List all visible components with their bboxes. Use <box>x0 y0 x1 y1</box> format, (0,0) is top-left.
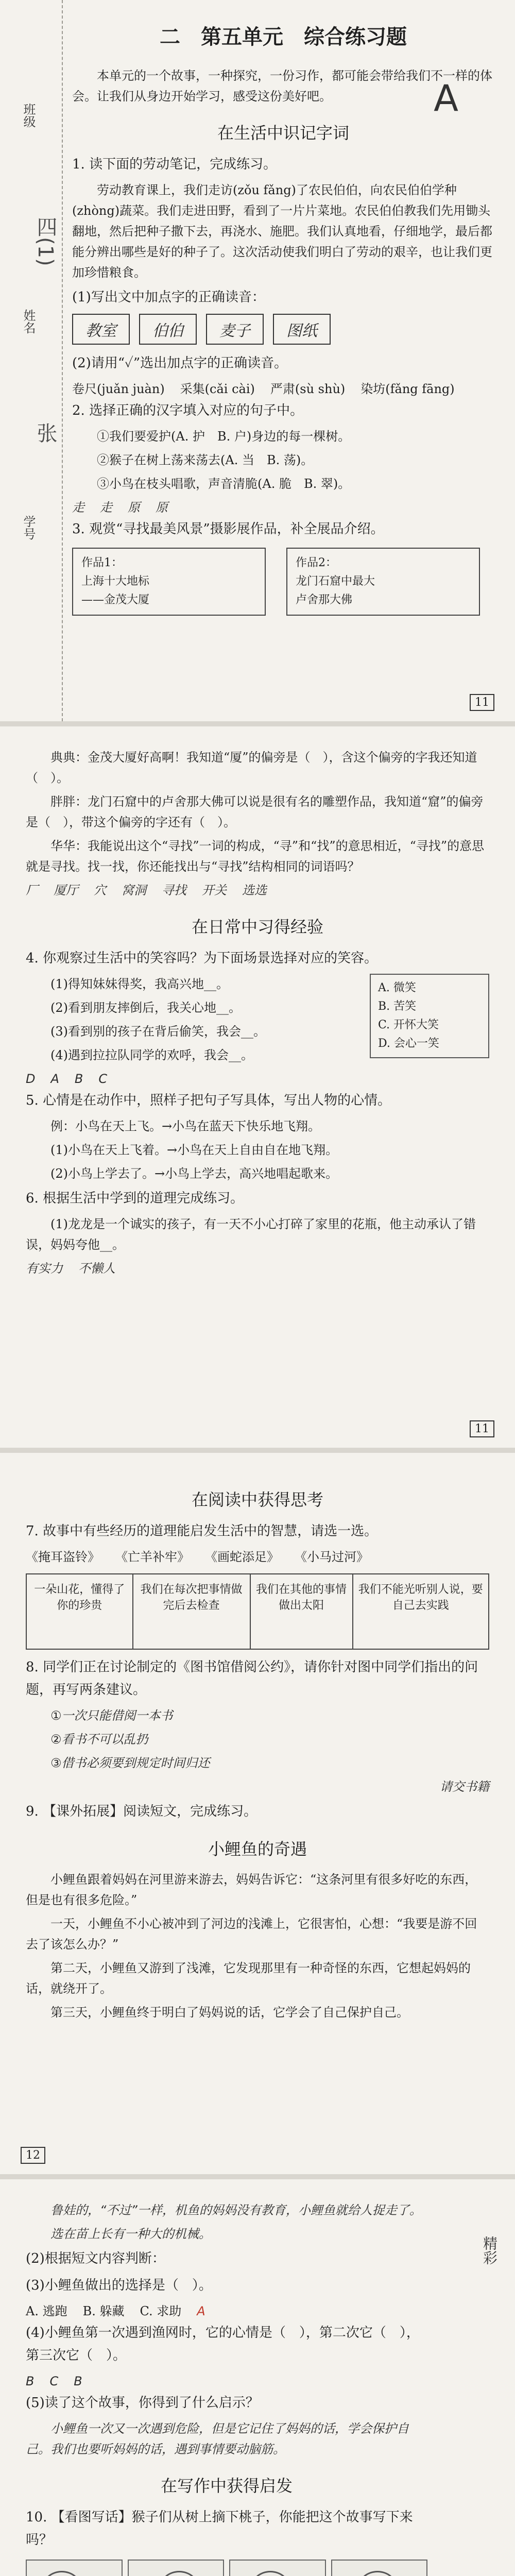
suggestion-line: ③借书必须要到规定时间归还 <box>50 1756 210 1770</box>
section-heading-2: 在日常中习得经验 <box>191 917 323 937</box>
table-cell: 一朵山花，懂得了你的珍贵 <box>26 1574 133 1649</box>
dialog-line: 胖胖：龙门石窟中的卢舍那大佛可以说是很有名的雕塑作品，我知道“窟”的偏旁是（ ），带这个偏旁的字还有（ ）。 <box>26 794 484 829</box>
suggestion-line: ②看书不可以乱扔 <box>50 1732 148 1747</box>
exhibit-label: 作品1： <box>81 556 123 569</box>
worksheet-page-1 <box>0 0 515 721</box>
section-heading-1: 在生活中识记字词 <box>217 123 349 143</box>
option: A. 逃跑 <box>26 2304 67 2318</box>
question-10: 10. 【看图写话】猴子们从树上摘下桃子，你能把这个故事写下来吗？ <box>26 2510 413 2548</box>
worksheet-page-4 <box>0 2179 515 2576</box>
wisdom-table <box>26 1573 489 1650</box>
question-5: 5. 心情是在动作中，照样子把句子写具体，写出人物的心情。 <box>26 1093 391 1108</box>
question-9c: (3)小鲤鱼做出的选择是（ ）。 <box>26 2278 212 2293</box>
handwritten-answer: C <box>49 2374 59 2388</box>
book-title: 《画蛇添足》 <box>205 1550 279 1564</box>
book-title: 《小马过河》 <box>295 1550 369 1564</box>
smile-options <box>370 974 489 1058</box>
answer-box: 伯伯 <box>139 314 197 345</box>
table-cell: 我们在每次把事情做完后去检查 <box>133 1574 250 1649</box>
exhibit-line: 卢舍那大佛 <box>296 594 353 606</box>
option: B. 躲藏 <box>82 2304 125 2318</box>
exhibit-card-2 <box>286 548 480 616</box>
question-1: 1. 读下面的劳动笔记，完成练习。 <box>72 157 277 172</box>
page-number: 12 <box>21 2147 45 2164</box>
option: B. 苦笑 <box>378 1000 417 1013</box>
question-9b: (2)根据短文内容判断： <box>26 2251 165 2266</box>
rewrite-item: (2)小鸟上学去了。→小鸟上学去，高兴地唱起歌来。 <box>50 1166 338 1181</box>
handwritten-answer: 窝洞 <box>122 883 146 897</box>
comic-panel <box>128 2560 225 2576</box>
question-1b: (2)请用“✓”选出加点字的正确读音。 <box>72 355 288 371</box>
question-9: 9. 【课外拓展】阅读短文，完成练习。 <box>26 1804 258 1819</box>
section-heading-4: 在写作中获得启发 <box>160 2476 293 2496</box>
question-9e: (5)读了这个故事，你得到了什么启示？ <box>26 2395 259 2411</box>
handwritten-answer: 走 <box>72 500 84 515</box>
question-1a: (1)写出文中加点字的正确读音： <box>72 290 265 305</box>
section-heading-3: 在阅读中获得思考 <box>191 1490 323 1510</box>
grade-mark: A <box>434 77 458 120</box>
question-2: 2. 选择正确的汉字填入对应的句子中。 <box>72 403 304 418</box>
handwritten-answer: A <box>50 1072 59 1086</box>
question-6: 6. 根据生活中学到的道理完成练习。 <box>26 1191 244 1206</box>
handwritten-answer: 寻找 <box>162 883 186 897</box>
book-title: 《掩耳盗铃》 <box>26 1550 100 1564</box>
worksheet-title: 二 第五单元 综合练习题 <box>160 25 407 49</box>
answer-box: 麦子 <box>206 314 264 345</box>
pinyin-item: 严肃(sù shù) <box>270 382 346 396</box>
choice-handwriting <box>72 497 494 518</box>
handwritten-answer: D <box>26 1072 36 1086</box>
page-number: 11 <box>470 694 494 711</box>
exhibit-label: 作品2： <box>296 556 337 569</box>
pinyin-item: 采集(cǎi cài) <box>180 382 255 396</box>
top-handwriting: 鲁娃的，“不过”一样，机鱼的妈妈没有教育，小鲤鱼就给人捉走了。 <box>50 2203 422 2217</box>
story-paragraph: 第二天，小鲤鱼又游到了浅滩，它发现那里有一种奇怪的东西，它想起妈妈的话，就绕开了。 <box>26 1961 471 1996</box>
handwritten-answer: 开关 <box>202 883 227 897</box>
story-paragraph: 一天，小鲤鱼不小心被冲到了河边的浅滩上，它很害怕，心想：“我要是游不回去了该怎么办？” <box>26 1917 477 1952</box>
option: D. 会心一笑 <box>378 1037 439 1050</box>
teacher-side-note: 精彩 <box>481 2236 498 2265</box>
pinyin-items <box>72 379 494 399</box>
binding-handwriting-name: 张 <box>33 422 57 443</box>
handwritten-answer: A <box>197 2304 205 2318</box>
handwritten-answer: 穴 <box>94 883 106 897</box>
choice-item: ①我们要爱护(A. 护 B. 户)身边的每一棵树。 <box>97 429 351 444</box>
answer-box: 教室 <box>72 314 130 345</box>
exhibit-card-1 <box>72 548 266 616</box>
pinyin-item: 染坊(fǎng fāng) <box>360 382 455 396</box>
pinyin-item: 卷尺(juǎn juàn) <box>72 382 165 396</box>
lesson-item: (1)龙龙是一个诚实的孩子，有一天不小心打碎了家里的花瓶，他主动承认了错误，妈妈夸他__。 <box>26 1217 476 1252</box>
lesson-handwriting <box>26 1258 489 1279</box>
handwritten-answer: 原 <box>128 500 140 515</box>
answer-boxes-1a <box>72 314 494 345</box>
suggestion-line: ①一次只能借阅一本书 <box>50 1708 173 1723</box>
question-4: 4. 你观察过生活中的笑容吗？为下面场景选择对应的笑容。 <box>26 951 378 966</box>
comic-panel <box>229 2560 326 2576</box>
book-titles <box>26 1547 489 1567</box>
binding-handwriting-class: 四(1) <box>33 216 57 266</box>
worksheet-page-3 <box>0 1453 515 2174</box>
option: C. 开怀大笑 <box>378 1019 439 1031</box>
exhibit-line: 龙门石窟中最大 <box>296 575 375 588</box>
exhibit-line: ——金茂大厦 <box>81 594 150 606</box>
side-handwriting: 选在苗上长有一种大的机械。 <box>50 2227 211 2241</box>
options-9c <box>26 2301 427 2321</box>
dialog-line: 华华：我能说出这个“寻找”一词的构成，“寻”和“找”的意思相近，“寻找”的意思就是寻找。找一找，你还能找出与“寻找”结构相同的词语吗？ <box>26 839 485 874</box>
page-number: 11 <box>470 1420 494 1437</box>
handwritten-answer: 不懒人 <box>78 1261 115 1276</box>
worksheet-page-2 <box>0 726 515 1448</box>
handwritten-answer: B <box>74 2374 82 2388</box>
choice-item: ③小鸟在枝头唱歌，声音清脆(A. 脆 B. 翠)。 <box>97 477 351 491</box>
option: C. 求助 <box>140 2304 182 2318</box>
option: A. 微笑 <box>378 981 416 994</box>
question-9d: (4)小鲤鱼第一次遇到渔网时，它的心情是（ ），第二次它（ ），第三次它（ ）。 <box>26 2325 420 2363</box>
handwritten-answer: B <box>26 2374 35 2388</box>
handwritten-answer: 选选 <box>242 883 267 897</box>
dialog-line: 典典：金茂大厦好高啊！我知道“厦”的偏旁是（ ），含这个偏旁的字我还知道（ ）。 <box>26 750 477 785</box>
handwritten-answer: 厦厅 <box>54 883 78 897</box>
handwritten-answer: 有实力 <box>26 1261 63 1276</box>
comic-panel <box>26 2560 123 2576</box>
dialog-handwriting <box>26 880 489 901</box>
example-sentence: 例：小鸟在天上飞。→小鸟在蓝天下快乐地飞翔。 <box>50 1119 321 1133</box>
smile-item: (4)遇到拉拉队同学的欢呼，我会__。 <box>50 1048 253 1062</box>
intro-text: 本单元的一个故事，一种探究，一份习作，都可能会带给我们不一样的体会。让我们从身边开始学习，感受这份美好吧。 <box>72 69 492 104</box>
exhibit-line: 上海十大地标 <box>81 575 150 588</box>
comic-panel <box>331 2560 428 2576</box>
handwritten-answer: 厂 <box>26 883 38 897</box>
binding-label-name: 姓名 <box>21 309 36 334</box>
rewrite-item: (1)小鸟在天上飞着。→小鸟在天上自由自在地飞翔。 <box>50 1143 338 1157</box>
smile-item: (1)得知妹妹得奖，我高兴地__。 <box>50 977 229 991</box>
binding-label-class: 班级 <box>21 103 36 128</box>
choice-item: ②猴子在树上荡来荡去(A. 当 B. 荡)。 <box>97 453 314 467</box>
handwritten-answer: 原 <box>156 500 168 515</box>
story-paragraph: 第三天，小鲤鱼终于明白了妈妈说的话，它学会了自己保护自己。 <box>50 2005 409 2020</box>
question-3: 3. 观赏“寻找最美风景”摄影展作品，补全展品介绍。 <box>72 521 384 537</box>
table-cell: 我们不能光听别人说，要自己去实践 <box>353 1574 489 1649</box>
story-paragraph: 小鲤鱼跟着妈妈在河里游来游去，妈妈告诉它：“这条河里有很多好吃的东西，但是也有很多危险。” <box>26 1872 477 1907</box>
binding-label-number: 学号 <box>21 515 36 540</box>
handwritten-answer: C <box>98 1072 108 1086</box>
handwritten-answer: B <box>74 1072 83 1086</box>
table-cell: 我们在其他的事情做出太阳 <box>250 1574 353 1649</box>
question-8: 8. 同学们正在讨论制定的《图书馆借阅公约》，请你针对图中同学们指出的问题，再写两条建议。 <box>26 1659 478 1698</box>
handwritten-answer: 走 <box>100 500 112 515</box>
question-7: 7. 故事中有些经历的道理能启发生活中的智慧，请选一选。 <box>26 1523 378 1539</box>
reflection-handwriting: 小鲤鱼一次又一次遇到危险，但是它记住了妈妈的话，学会保护自己。我们也要听妈妈的话，遇到事情要动脑筋。 <box>26 2421 409 2456</box>
book-title: 《亡羊补牢》 <box>115 1550 190 1564</box>
answer-box: 图纸 <box>273 314 331 345</box>
picture-strip <box>26 2560 427 2576</box>
exhibit-panels <box>72 548 494 616</box>
binding-strip <box>0 0 63 721</box>
answers-9d <box>26 2371 427 2392</box>
labor-passage: 劳动教育课上，我们走访(zǒu fǎng)了农民伯伯，向农民伯伯学种(zhòng)蔬菜。我们走进田野，看到了一片片菜地。农民伯伯教我们先用锄头翻地，然后把种子撒下去，再浇水、施肥。我们认真地看，仔细地学，最后都能分辨出哪些是好的种子了。这次活动使我们明白了劳动的艰辛，也让我们更加珍惜粮食。 <box>72 183 492 280</box>
smile-answers <box>26 1069 489 1089</box>
smile-item: (2)看到朋友摔倒后，我关心地__。 <box>50 1001 241 1015</box>
side-handwriting: 请交书籍 <box>440 1780 489 1794</box>
smile-item: (3)看到别的孩子在背后偷笑，我会__。 <box>50 1024 266 1039</box>
story-title: 小鲤鱼的奇遇 <box>208 1839 307 1859</box>
